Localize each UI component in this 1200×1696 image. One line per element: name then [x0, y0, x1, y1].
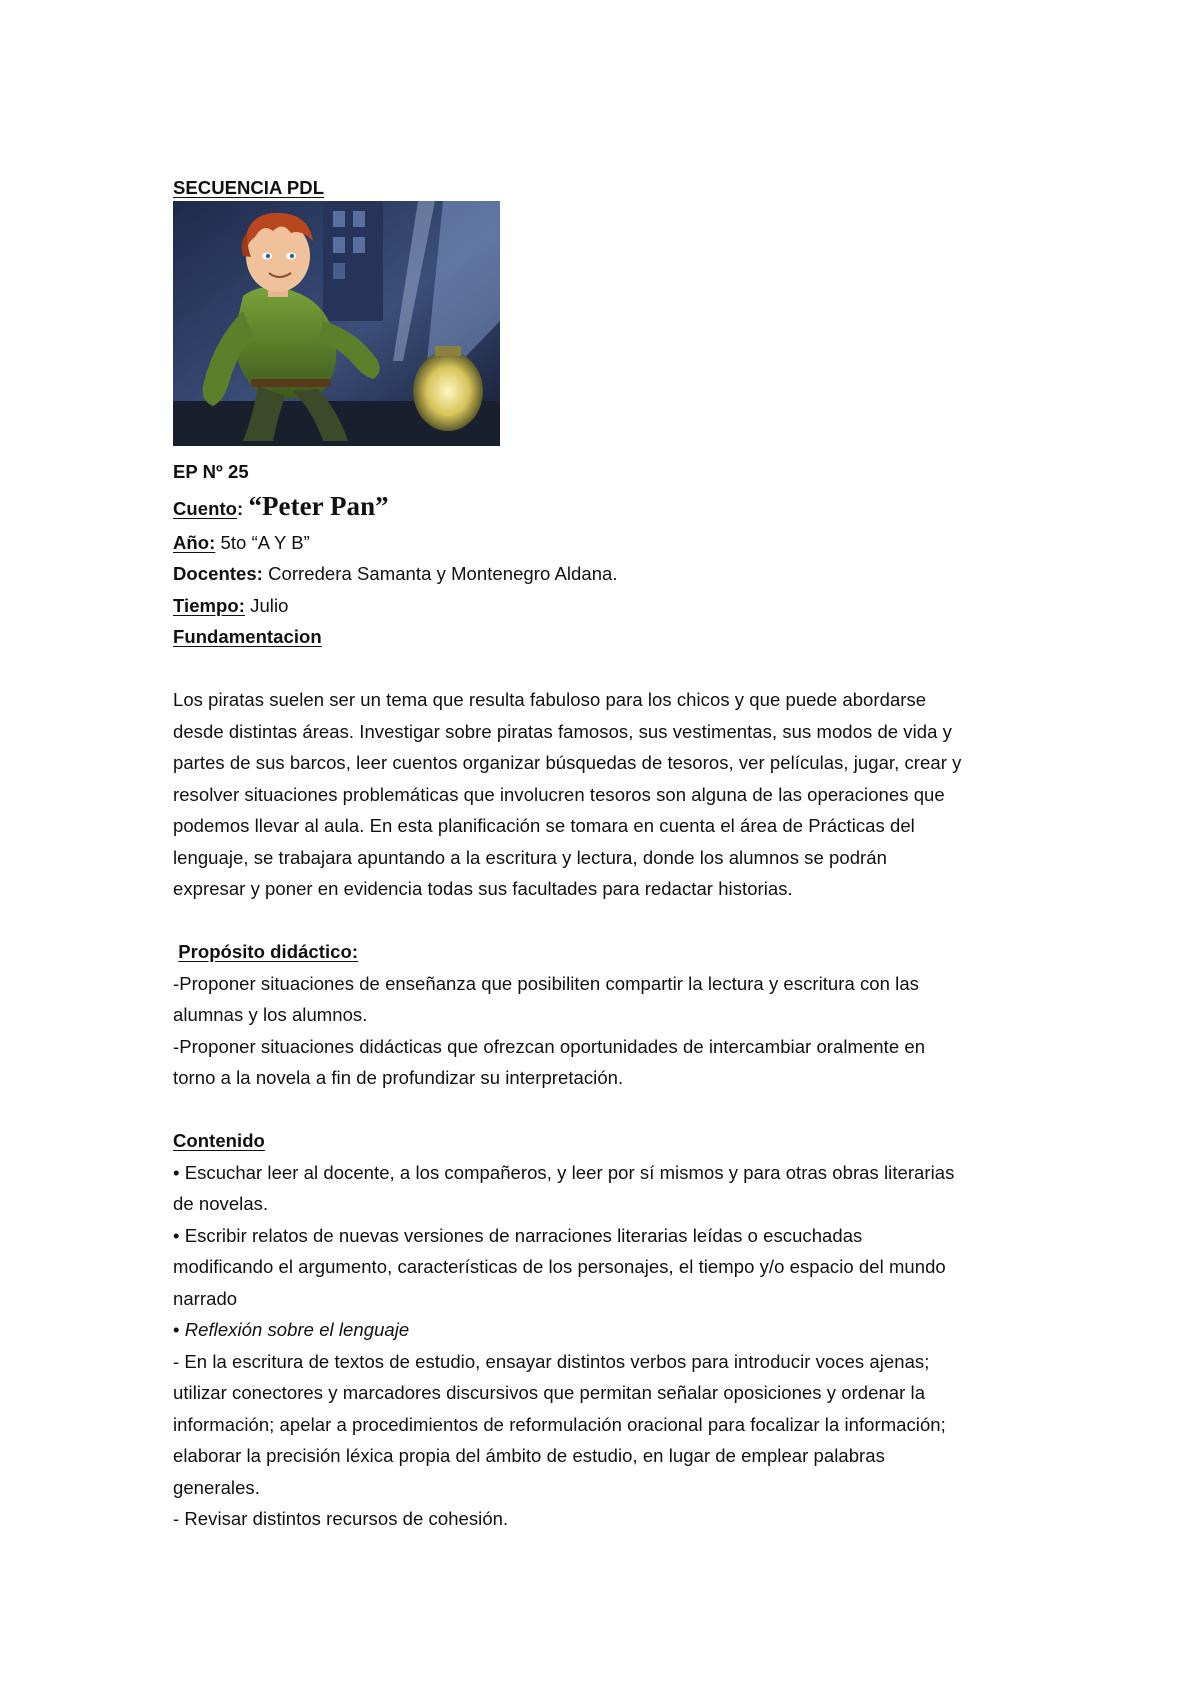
list-item: • Escuchar leer al docente, a los compañeros, y leer por sí mismos y para otras obras literarias — [173, 1161, 955, 1183]
bullet: • — [173, 1319, 185, 1340]
paragraph-line: partes de sus barcos, leer cuentos organizar búsquedas de tesoros, ver películas, jugar, crear y — [173, 752, 962, 773]
paragraph-line: alumnas y los alumnos. — [173, 1004, 368, 1025]
fundamentacion-heading: Fundamentacion — [173, 626, 322, 647]
teachers-value: Corredera Samanta y Montenegro Aldana. — [262, 563, 618, 584]
document-heading: SECUENCIA PDL — [173, 177, 325, 198]
year-value: 5to “A Y B” — [215, 531, 310, 553]
teachers-label: Docentes: — [173, 563, 263, 584]
list-item: - En la escritura de textos de estudio, ensayar distintos verbos para introducir voces ajenas; — [173, 1350, 930, 1372]
story-label: Cuento — [173, 497, 238, 519]
peter-pan-illustration — [173, 201, 500, 446]
contenido-heading: Contenido — [173, 1130, 265, 1151]
list-item: elaborar la precisión léxica propia del ámbito de estudio, en lugar de emplear palabras — [173, 1445, 885, 1466]
proposito-paragraph — [173, 968, 1053, 1094]
proposito-heading: Propósito didáctico: — [178, 941, 359, 962]
document-body — [173, 176, 1053, 1535]
paragraph-line: desde distintas áreas. Investigar sobre piratas famosos, sus vestimentas, sus modos de vida y — [173, 720, 952, 742]
time-line — [173, 590, 1053, 622]
paragraph-line: podemos llevar al aula. En esta planificación se tomara en cuenta el área de Prácticas del — [173, 815, 915, 836]
list-item: información; apelar a procedimientos de reformulación oracional para focalizar la información; — [173, 1413, 946, 1435]
proposito-heading-line — [173, 936, 1053, 968]
school-label: EP Nº 25 — [173, 461, 249, 482]
list-item: modificando el argumento, características de los personajes, el tiempo y/o espacio del mundo — [173, 1256, 946, 1277]
list-item: utilizar conectores y marcadores discursivos que permitan señalar oposiciones y ordenar la — [173, 1382, 926, 1403]
paragraph-line: lenguaje, se trabajara apuntando a la escritura y lectura, donde los alumnos se podrán — [173, 846, 887, 868]
story-separator: : — [237, 497, 244, 519]
reflexion-heading: Reflexión sobre el lenguaje — [184, 1319, 410, 1340]
story-title: “Peter Pan” — [248, 490, 389, 521]
list-item: de novelas. — [173, 1193, 269, 1214]
paragraph-line: expresar y poner en evidencia todas sus facultades para redactar historias. — [173, 878, 793, 899]
time-value: Julio — [244, 594, 289, 616]
paragraph-line: Los piratas suelen ser un tema que resulta fabuloso para los chicos y que puede abordarse — [173, 689, 927, 710]
paragraph-line: resolver situaciones problemáticas que involucren tesoros son alguna de las operaciones que — [173, 783, 945, 805]
time-label: Tiempo: — [173, 594, 245, 616]
list-item: - Revisar distintos recursos de cohesión. — [173, 1508, 509, 1529]
reflexion-line — [173, 1314, 1053, 1346]
list-item: generales. — [173, 1476, 260, 1498]
paragraph-line: -Proponer situaciones de enseñanza que posibiliten compartir la lectura y escritura con las — [173, 972, 919, 994]
fundamentacion-paragraph — [173, 684, 1053, 905]
paragraph-line: torno a la novela a fin de profundizar su interpretación. — [173, 1067, 624, 1088]
contenido-list — [173, 1157, 1053, 1535]
year-label: Año: — [173, 531, 216, 553]
spacer — [173, 905, 1053, 937]
year-line — [173, 527, 1053, 559]
story-line — [173, 488, 1053, 527]
spacer — [173, 653, 1053, 685]
list-item: narrado — [173, 1287, 238, 1309]
teachers-line — [173, 558, 1053, 590]
spacer — [173, 1094, 1053, 1126]
list-item: • Escribir relatos de nuevas versiones de narraciones literarias leídas o escuchadas — [173, 1224, 863, 1246]
paragraph-line: -Proponer situaciones didácticas que ofrezcan oportunidades de intercambiar oralmente en — [173, 1035, 926, 1057]
